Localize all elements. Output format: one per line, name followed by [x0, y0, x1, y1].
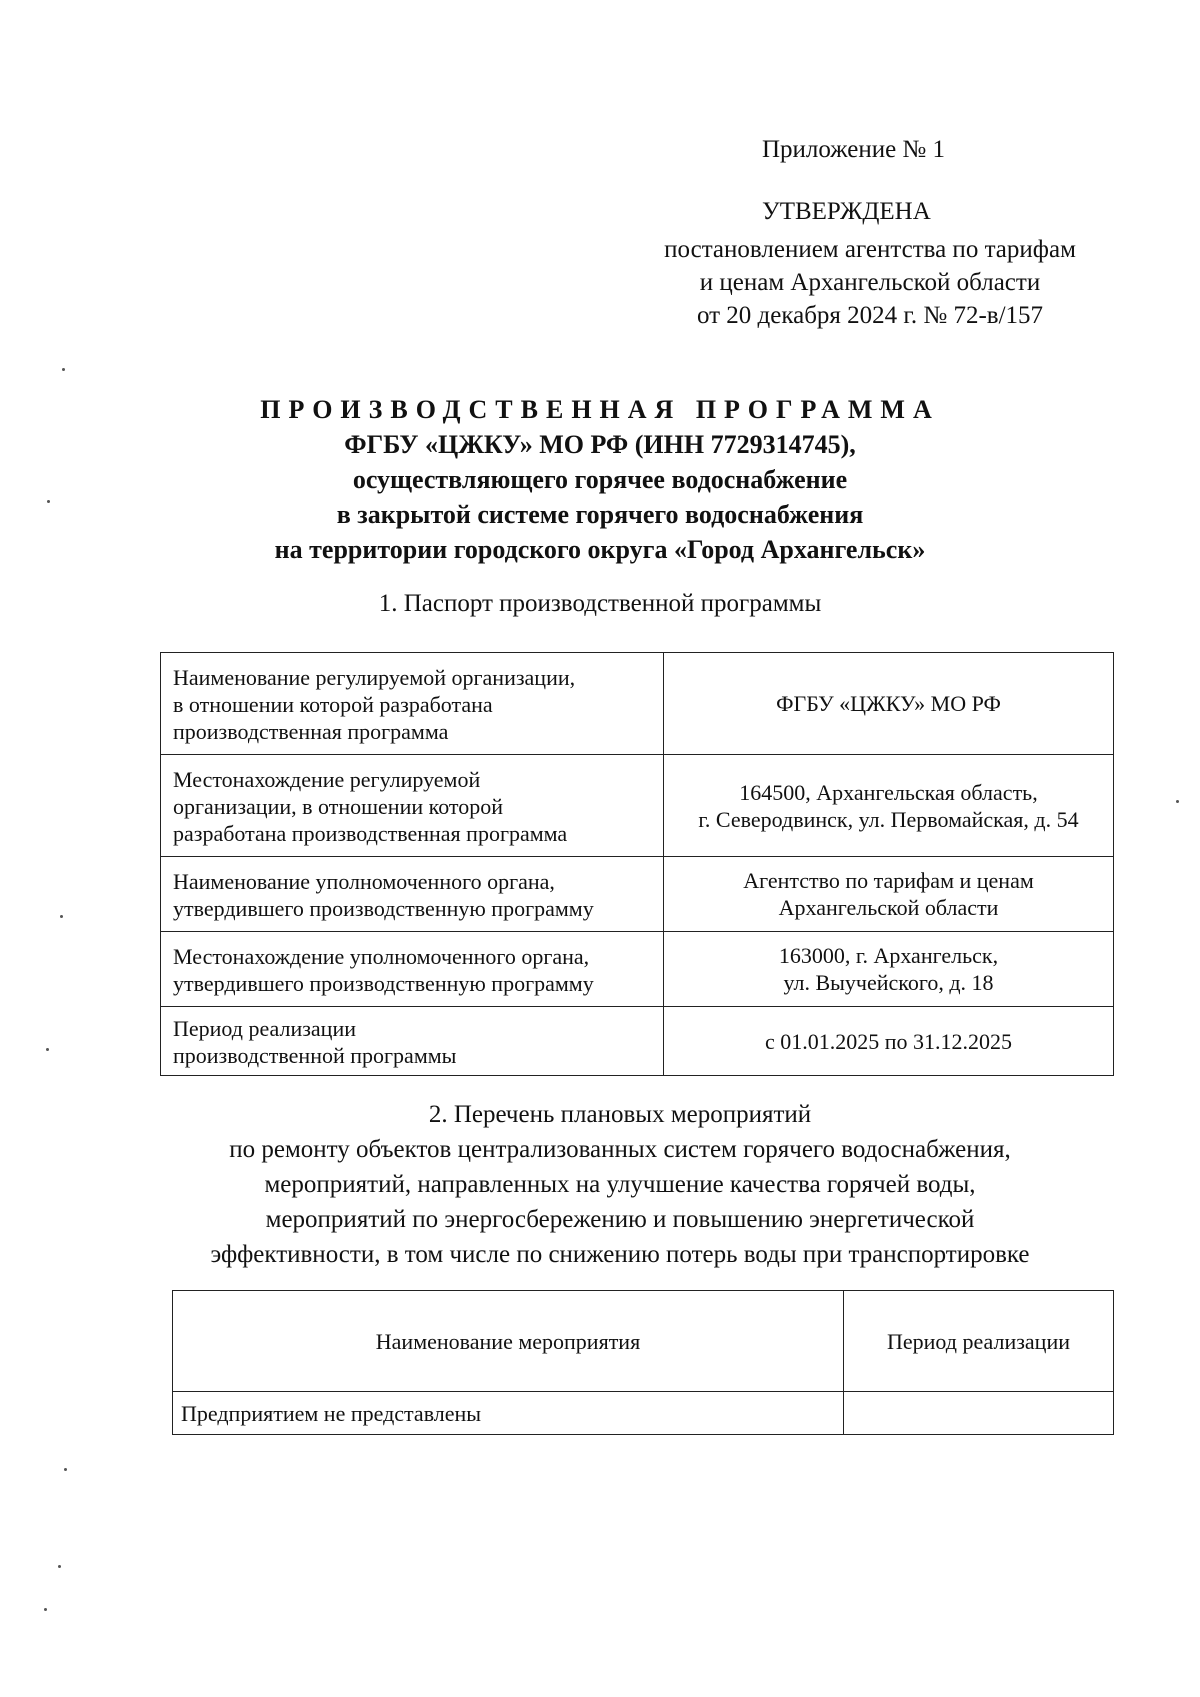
heading-line: 2. Перечень плановых мероприятий — [428, 1101, 812, 1128]
scan-speck — [60, 915, 63, 918]
scan-speck — [1176, 800, 1179, 803]
measures-table — [172, 1290, 1114, 1435]
passport-value-cell — [664, 857, 1114, 932]
passport-value-cell — [664, 1007, 1114, 1076]
cell-line: утвердившего производственную программу — [173, 896, 594, 921]
title-line: в закрытой системе горячего водоснабжения — [336, 500, 864, 529]
approval-block — [630, 233, 1110, 332]
table-row — [173, 1392, 1114, 1435]
scan-speck — [46, 1048, 49, 1051]
passport-label-cell — [161, 1007, 664, 1076]
passport-value-cell — [664, 932, 1114, 1007]
column-header-period: Период реализации — [844, 1291, 1114, 1392]
table-row — [161, 932, 1114, 1007]
scan-speck — [47, 500, 50, 503]
passport-table — [160, 652, 1114, 1076]
cell-line: г. Северодвинск, ул. Первомайская, д. 54 — [698, 806, 1079, 832]
approval-line: постановлением агентства по тарифам — [664, 236, 1076, 263]
table-row — [161, 755, 1114, 857]
passport-label-cell — [161, 755, 664, 857]
cell-line: с 01.01.2025 по 31.12.2025 — [764, 1028, 1013, 1054]
column-header-name: Наименование мероприятия — [173, 1291, 844, 1392]
passport-label-cell — [161, 932, 664, 1007]
cell-line: организации, в отношении которой — [173, 794, 503, 819]
cell-line: Местонахождение уполномоченного органа, — [173, 944, 590, 969]
title-main: ПРОИЗВОДСТВЕННАЯ ПРОГРАММА — [260, 395, 940, 424]
passport-label-cell — [161, 857, 664, 932]
scan-speck — [44, 1608, 47, 1611]
cell-line: ул. Выучейского, д. 18 — [783, 970, 994, 995]
measure-name-cell: Предприятием не представлены — [173, 1392, 844, 1435]
cell-line: утвердившего производственную программу — [173, 971, 594, 996]
approval-line: от 20 декабря 2024 г. № 72-в/157 — [696, 302, 1044, 329]
table-header-row — [173, 1291, 1114, 1392]
heading-line: мероприятий, направленных на улучшение качества горячей воды, — [264, 1171, 976, 1198]
table-row — [161, 857, 1114, 932]
heading-line: мероприятий по энергосбережению и повышению энергетической — [265, 1206, 975, 1233]
cell-line: Период реализации — [173, 1016, 357, 1041]
approval-line: и ценам Архангельской области — [699, 269, 1041, 296]
cell-line: 164500, Архангельская область, — [739, 779, 1038, 805]
passport-value-cell — [664, 755, 1114, 857]
title-line: осуществляющего горячее водоснабжение — [352, 465, 848, 494]
heading-line: по ремонту объектов централизованных систем горячего водоснабжения, — [229, 1136, 1011, 1163]
scan-speck — [62, 368, 65, 371]
cell-line: Архангельской области — [778, 895, 999, 920]
scan-speck — [64, 1468, 67, 1471]
cell-line: в отношении которой разработана — [173, 692, 493, 717]
cell-line: разработана производственная программа — [173, 821, 568, 846]
cell-line: Агентство по тарифам и ценам — [743, 868, 1034, 893]
cell-line: производственная программа — [173, 719, 449, 744]
scan-speck — [58, 1565, 61, 1568]
cell-line: ФГБУ «ЦЖКУ» МО РФ — [776, 691, 1001, 716]
title-line: на территории городского округа «Город Архангельск» — [274, 535, 926, 564]
cell-line: Наименование регулируемой организации, — [173, 665, 576, 690]
cell-line: Местонахождение регулируемой — [173, 767, 481, 792]
heading-line: эффективности, в том числе по снижению потерь воды при транспортировке — [210, 1241, 1030, 1268]
appendix-label: Приложение № 1 — [762, 136, 946, 163]
cell-line: Наименование уполномоченного органа, — [173, 869, 555, 894]
measure-period-cell — [844, 1392, 1114, 1435]
passport-value-cell — [664, 653, 1114, 755]
section2-heading — [150, 1097, 1090, 1272]
title-line: ФГБУ «ЦЖКУ» МО РФ (ИНН 7729314745), — [344, 430, 856, 459]
cell-line: производственной программы — [173, 1043, 457, 1068]
document-title — [150, 392, 1050, 567]
section1-heading: 1. Паспорт производственной программы — [378, 590, 822, 617]
table-row — [161, 653, 1114, 755]
approved-label: УТВЕРЖДЕНА — [762, 198, 931, 225]
passport-label-cell — [161, 653, 664, 755]
table-row — [161, 1007, 1114, 1076]
cell-line: 163000, г. Архангельск, — [778, 943, 999, 968]
